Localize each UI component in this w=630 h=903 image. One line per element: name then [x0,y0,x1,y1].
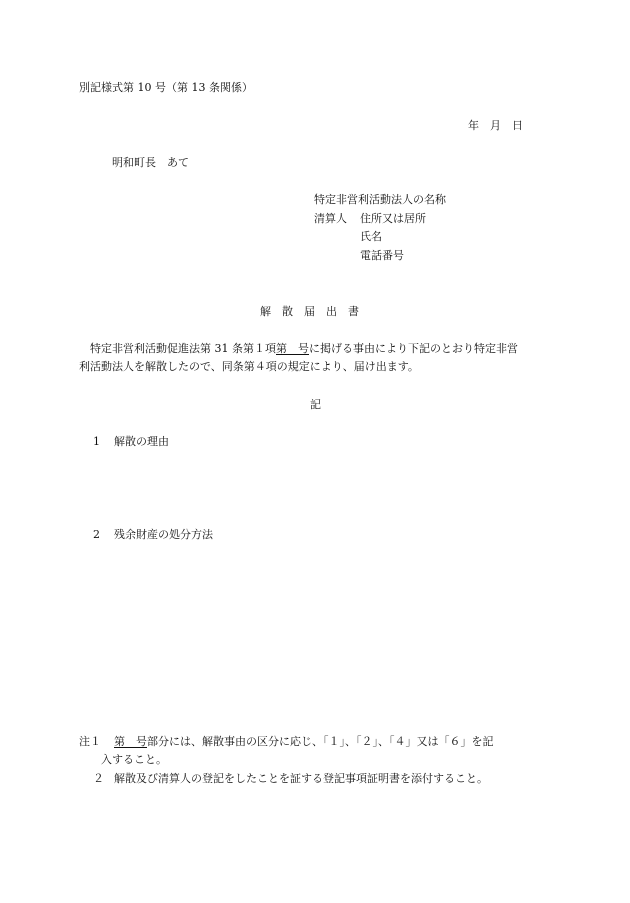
note-1-line-1 [114,736,494,747]
item-2-number: 2 [93,528,100,541]
body-line-1-text-a: 特定非営利活動促進法第 31 条第１項 [90,342,276,355]
org-name-label: 特定非営利活動法人の名称 [314,193,446,206]
body-line-1 [90,343,518,354]
item-1-number: 1 [93,435,100,448]
address-label: 住所又は居所 [360,212,426,225]
notes-head: 注１ [79,735,101,748]
item-2-label: 残余財産の処分方法 [114,528,213,541]
name-label: 氏名 [360,230,382,243]
form-number: 別記様式第 10 号（第 13 条関係） [79,81,253,94]
note-2-text: 解散及び清算人の登記をしたことを証する登記事項証明書を添付すること。 [114,772,488,785]
body-line-1-underline: 第 号 [276,342,309,355]
addressee: 明和町長 あて [112,156,189,169]
phone-label: 電話番号 [360,249,404,262]
note-1-line-2: 入すること。 [101,753,167,766]
liquidator-label: 清算人 [314,212,347,225]
document-title: 解 散 届 出 書 [260,305,359,318]
note-2-number: ２ [93,772,104,785]
body-line-1-text-b: に掲げる事由により下記のとおり特定非営 [309,342,518,355]
body-line-2: 利活動法人を解散したので、同条第４項の規定により、届け出ます。 [79,360,419,373]
item-1-label: 解散の理由 [114,435,169,448]
note-1-text-a: 部分には、解散事由の区分に応じ、「１」、「２」、「４」又は「６」を記 [147,735,494,748]
date-line: 年 月 日 [468,119,523,132]
ki-heading: 記 [310,398,321,411]
note-1-underline: 第 号 [114,735,147,748]
